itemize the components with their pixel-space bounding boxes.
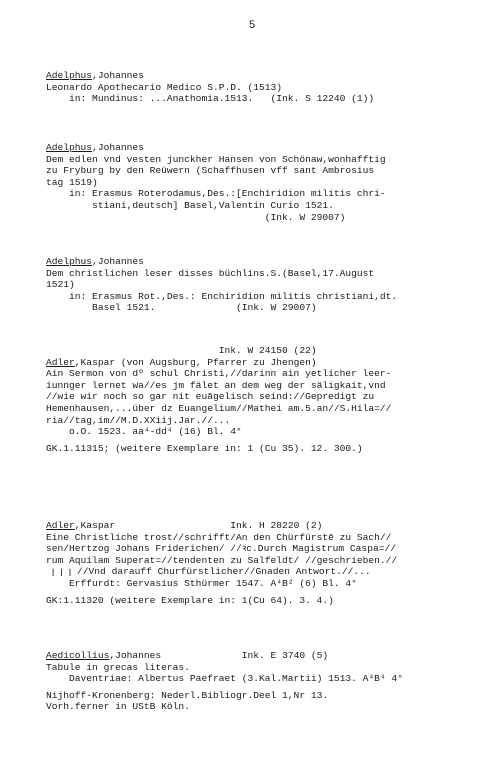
entry-line: sen/Hertzog Johans Friderichen/ //ꝛc.Durch Magistrum Caspa=// [46,543,396,555]
entry-heading [46,256,466,268]
entry-line: ꞁ ꞁ ꞁ //Vnd darauff Churfürstlicher//Gnaden Antwort.//... [46,566,371,578]
entry-line: in: Mundinus: ...Anathomia.1513. (Ink. S 12240 (1)) [46,93,375,105]
entry-line: Leonardo Apothecario Medico S.P.D. (1513) [46,81,283,93]
entry-heading [46,520,466,532]
entry-heading [46,650,466,662]
entry-line: iunnger lernet wa//es jm fälet an dem weg der säligkait,vnd [46,379,386,391]
bibliography-entry [46,70,466,105]
entry-line: Tabule in grecas literas. [46,661,190,673]
entry-line: in: Erasmus Rot.,Des.: Enchiridion militis christiani,dt. [46,290,398,302]
entry-trailer: GK.1.11315; (weitere Exemplare in: 1 (Cu 35). 12. 300.) [46,442,363,454]
bibliography-entry [46,142,466,223]
author-name-rest: ,Johannes [92,256,144,267]
entry-line: Dem christlichen leser disses büchlins.S.(Basel,17.August [46,267,375,279]
entry-line: Ain Sermon von dº schul Christi,//darinn ain yetlicher leer- [46,368,392,380]
entry-line: 1521) [46,279,75,291]
entry-line: in: Erasmus Roterodamus,Des.:[Enchiridion militis chri- [46,188,386,200]
entry-line: //wie wir noch so gar nit euāgelisch seind://Gepredigt zu [46,391,375,403]
page-number: 5 [248,20,256,32]
entry-line: Basel 1521. (Ink. W 29007) [46,302,317,314]
bibliography-entry [46,520,466,606]
entry-line: Dem edlen vnd vesten junckher Hansen von Schönaw,wonhafftig [46,153,386,165]
entry-trailer: GK:1.11320 (weitere Exemplare in: 1(Cu 64). 3. 4.) [46,594,334,606]
author-name: Aedicollius [46,650,110,661]
entry-line: (Ink. W 29007) [46,211,346,223]
entry-line: tag 1519) [46,176,98,188]
entry-heading [46,357,466,369]
shelf-mark: Ink. W 24150 (22) [46,345,317,356]
bibliography-entry [46,345,466,454]
author-name-rest: ,Johannes Ink. E 3740 (5) [109,650,329,661]
entry-line: zu Fryburg by den Reüwern (Schaffhusen vff sant Ambrosius [46,165,375,177]
entry-heading [46,70,466,82]
author-name: Adler [46,520,75,531]
entry-line: Daventriae: Albertus Paefraet (3.Kal.Martii) 1513. A⁴B⁴ 4° [46,673,403,685]
entry-line: o.O. 1523. aa⁴-dd⁴ (16) Bl. 4° [46,426,242,438]
author-name: Adelphus [46,256,93,267]
entry-line: ria//tag,im//M.D.XXiij.Jar.//... [46,414,231,426]
entry-line: Hemenhausen,...über dz Euangelium//Mathei am.5.an//S.Hila=// [46,402,392,414]
author-name: Adelphus [46,142,93,153]
entry-trailer: Nijhoff-Kronenberg: Nederl.Bibliogr.Deel 1,Nr 13. Vorh.ferner in UStB Köln. [46,689,329,713]
author-name-rest: ,Johannes [92,70,144,81]
author-name: Adler [46,356,75,368]
bibliography-entry [46,256,466,314]
entry-line: Eine Christliche trost//schrifft/An den Chürfürstē zu Sach// [46,531,392,543]
author-name: Adelphus [46,70,93,81]
bibliography-entry [46,650,466,713]
entry-line: Erffurdt: Gervasius Sthürmer 1547. A⁴B² (6) Bl. 4° [46,577,357,589]
entry-heading [46,142,466,154]
entry-line: rum Aquilam Superat=//tendenten zu Salfeldt/ //geschrieben.// [46,554,398,566]
author-name-rest: ,Kaspar (von Augsburg, Pfarrer zu Jhengen) [74,356,317,368]
author-name-rest: ,Kaspar Ink. H 28220 (2) [74,520,323,531]
author-name-rest: ,Johannes [92,142,144,153]
entry-line: stiani,deutsch] Basel,Valentin Curio 1521. [46,199,334,211]
